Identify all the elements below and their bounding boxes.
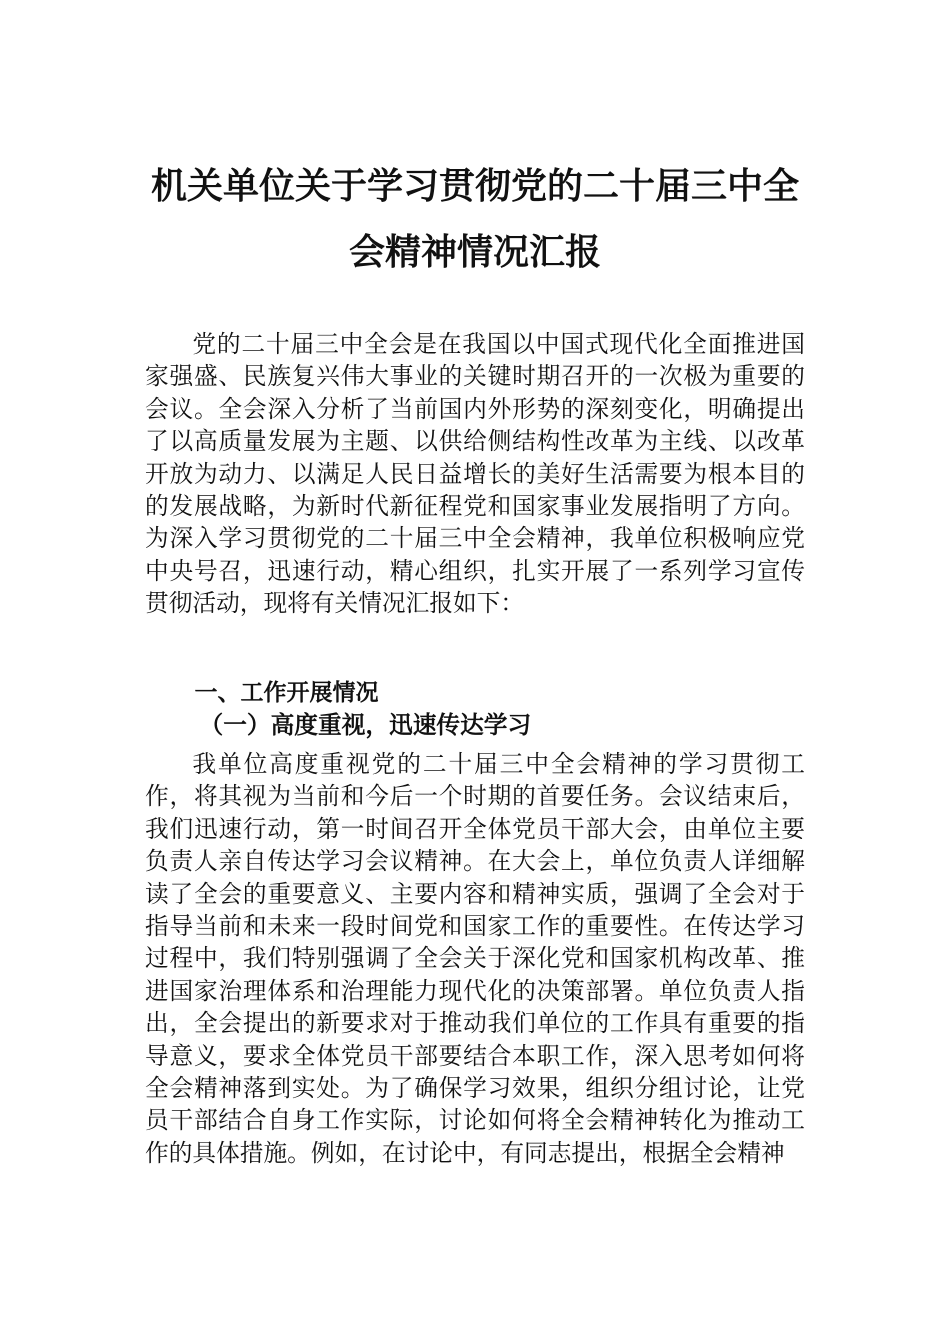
subsection-paragraph: 我单位高度重视党的二十届三中全会精神的学习贯彻工作，将其视为当前和今后一个时期的首要任务。会议结束后，我们迅速行动，第一时间召开全体党员干部大会，由单位主要负责人亲自传达学习会议精神。在大会上，单位负责人详细解读了全会的重要意义、主要内容和精神实质，强调了全会对于指导当前和未来一段时间党和国家工作的重要性。在传达学习过程中，我们特别强调了全会关于深化党和国家机构改革、推进国家治理体系和治理能力现代化的决策部署。单位负责人指出，全会提出的新要求对于推动我们单位的工作具有重要的指导意义，要求全体党员干部要结合本职工作，深入思考如何将全会精神落到实处。为了确保学习效果，组织分组讨论，让党员干部结合自身工作实际，讨论如何将全会精神转化为推动工作的具体措施。例如，在讨论中，有同志提出，根据全会精神 (145, 750, 805, 1167)
subsection-heading: （一）高度重视，迅速传达学习 (199, 711, 532, 739)
document-title-line-2: 会精神情况汇报 (348, 231, 601, 273)
document-title-line-1: 机关单位关于学习贯彻党的二十届三中全 (150, 165, 799, 207)
section-heading: 一、工作开展情况 (194, 680, 379, 706)
intro-paragraph: 党的二十届三中全会是在我国以中国式现代化全面推进国家强盛、民族复兴伟大事业的关键时期召开的一次极为重要的会议。全会深入分析了当前国内外形势的深刻变化，明确提出了以高质量发展为主题、以供给侧结构性改革为主线、以改革开放为动力、以满足人民日益增长的美好生活需要为根本目的的发展战略，为新时代新征程党和国家事业发展指明了方向。为深入学习贯彻党的二十届三中全会精神，我单位积极响应党中央号召，迅速行动，精心组织，扎实开展了一系列学习宣传贯彻活动，现将有关情况汇报如下： (145, 330, 805, 618)
